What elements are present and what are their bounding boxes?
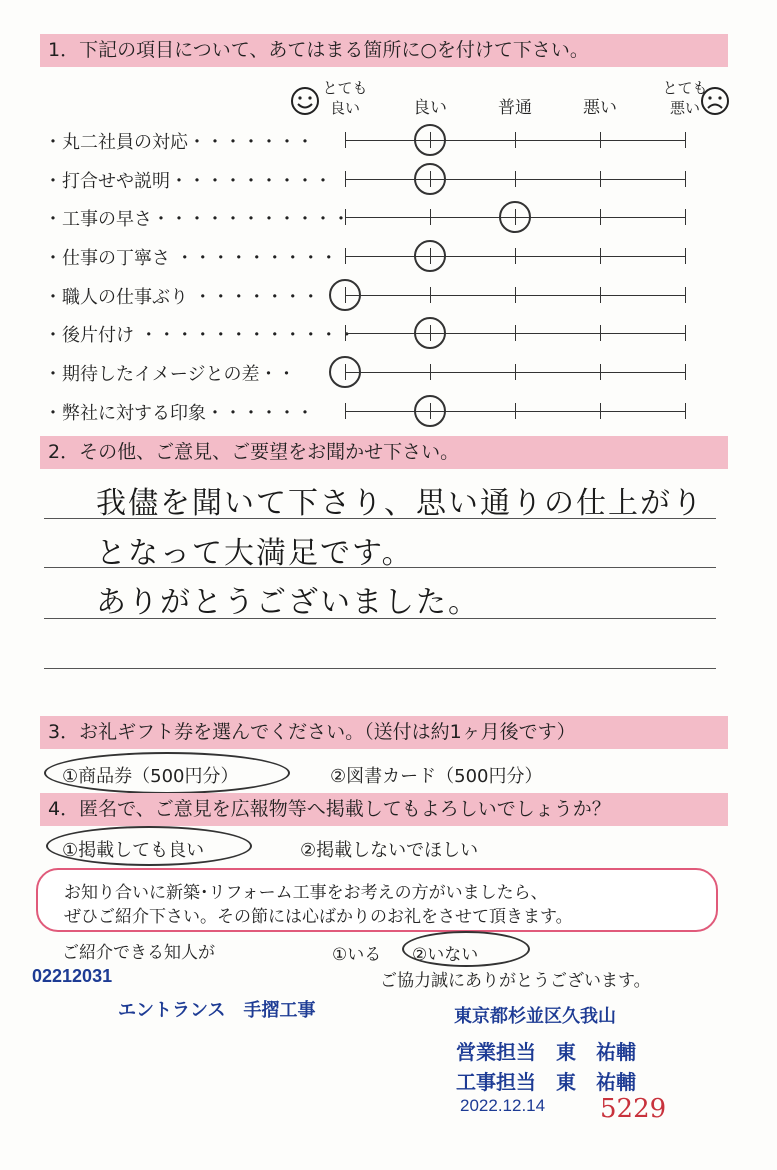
q3-option-gift-card[interactable]: ①商品券（500円分）	[62, 766, 239, 787]
rating-option-tick[interactable]	[600, 209, 601, 225]
comment-line-3: ありがとうございました。	[96, 585, 480, 620]
rating-option-tick[interactable]	[685, 325, 686, 341]
q2-heading: 2．その他、ご意見、ご要望をお聞かせ下さい。	[40, 436, 728, 469]
rating-option-tick[interactable]	[685, 403, 686, 419]
selected-circle-mark	[414, 395, 446, 427]
selected-circle-mark	[499, 201, 531, 233]
rating-option-tick[interactable]	[685, 287, 686, 303]
selected-circle-mark	[414, 163, 446, 195]
rating-option-tick[interactable]	[600, 325, 601, 341]
q4-option-publish-ok[interactable]: ①掲載しても良い	[62, 840, 205, 861]
rating-option-tick[interactable]	[685, 364, 686, 380]
notice-line-1: お知り合いに新築･リフォーム工事をお考えの方がいましたら、	[64, 883, 548, 903]
scale-label: 悪い	[583, 98, 617, 118]
scale-label: とても 良い	[322, 79, 368, 117]
selected-circle-mark	[402, 931, 530, 967]
rating-option-tick[interactable]	[515, 132, 516, 148]
rating-option-tick[interactable]	[600, 287, 601, 303]
selected-circle-mark	[329, 356, 361, 388]
notice-line-2: ぜひご紹介下さい。その節には心ばかりのお礼をさせて頂きます。	[64, 907, 573, 927]
construction-rep-stamp: 工事担当 東 祐輔	[456, 1072, 636, 1094]
comment-line-2: となって大満足です。	[96, 536, 414, 571]
rating-option-tick[interactable]	[430, 287, 431, 303]
q4-option-publish-no[interactable]: ②掲載しないでほしい	[300, 840, 479, 861]
referral-option-no[interactable]: ②いない	[412, 945, 479, 965]
rating-option-tick[interactable]	[685, 209, 686, 225]
rating-option-tick[interactable]	[345, 209, 346, 225]
rating-option-tick[interactable]	[600, 364, 601, 380]
rating-option-tick[interactable]	[515, 325, 516, 341]
q3-option-book-card[interactable]: ②図書カード（500円分）	[330, 766, 543, 787]
address-stamp: 東京都杉並区久我山	[454, 1006, 616, 1026]
thanks-text: ご協力誠にありがとうございます。	[380, 971, 651, 991]
rating-item-label: ・丸二社員の対応・・・・・・・	[44, 132, 314, 153]
rating-option-tick[interactable]	[345, 132, 346, 148]
selected-circle-mark	[414, 124, 446, 156]
rating-option-tick[interactable]	[430, 209, 431, 225]
customer-code-stamp: 02212031	[32, 966, 113, 986]
answer-line	[44, 668, 716, 669]
rating-item-label: ・後片付け ・・・・・・・・・・・・	[44, 325, 356, 346]
rating-option-tick[interactable]	[345, 403, 346, 419]
rating-option-tick[interactable]	[600, 403, 601, 419]
referral-option-yes[interactable]: ①いる	[332, 945, 382, 965]
work-type-stamp: エントランス 手摺工事	[118, 1000, 316, 1020]
rating-item-label: ・工事の早さ・・・・・・・・・・・	[44, 209, 350, 230]
rating-option-tick[interactable]	[515, 287, 516, 303]
selected-circle-mark	[44, 752, 290, 794]
q3-heading: 3．お礼ギフト券を選んでください。（送付は約1ヶ月後です）	[40, 716, 728, 749]
rating-option-tick[interactable]	[345, 325, 346, 341]
selected-circle-mark	[414, 317, 446, 349]
rating-option-tick[interactable]	[515, 364, 516, 380]
rating-option-tick[interactable]	[345, 171, 346, 187]
rating-option-tick[interactable]	[345, 248, 346, 264]
scale-label: 良い	[413, 98, 447, 118]
rating-item-label: ・弊社に対する印象・・・・・・	[44, 403, 314, 424]
rating-item-label: ・打合せや説明・・・・・・・・・	[44, 171, 332, 192]
rating-option-tick[interactable]	[515, 403, 516, 419]
rating-option-tick[interactable]	[600, 132, 601, 148]
rating-option-tick[interactable]	[600, 248, 601, 264]
rating-item-label: ・期待したイメージとの差・・	[44, 364, 296, 385]
referral-notice	[36, 868, 718, 932]
rating-option-tick[interactable]	[515, 248, 516, 264]
rating-item-label: ・仕事の丁寧さ ・・・・・・・・・	[44, 248, 338, 269]
handwritten-number: 5229	[600, 1094, 667, 1124]
sales-rep-stamp: 営業担当 東 祐輔	[456, 1042, 636, 1064]
scale-label: とても 悪い	[662, 79, 708, 117]
rating-item-label: ・職人の仕事ぶり ・・・・・・・	[44, 287, 320, 308]
date-stamp: 2022.12.14	[460, 1096, 546, 1115]
scale-label: 普通	[498, 98, 532, 118]
rating-option-tick[interactable]	[430, 364, 431, 380]
selected-circle-mark	[414, 240, 446, 272]
referral-label: ご紹介できる知人が	[62, 943, 215, 963]
q4-heading: 4．匿名で、ご意見を広報物等へ掲載してもよろしいでしょうか？	[40, 793, 728, 826]
rating-option-tick[interactable]	[515, 171, 516, 187]
rating-option-tick[interactable]	[685, 248, 686, 264]
selected-circle-mark	[46, 826, 252, 866]
q1-heading: 1．下記の項目について、あてはまる箇所に○を付けて下さい。	[40, 34, 728, 67]
selected-circle-mark	[329, 279, 361, 311]
comment-line-1: 我儘を聞いて下さり、思い通りの仕上がり	[96, 486, 704, 521]
rating-option-tick[interactable]	[685, 132, 686, 148]
rating-option-tick[interactable]	[600, 171, 601, 187]
rating-option-tick[interactable]	[685, 171, 686, 187]
